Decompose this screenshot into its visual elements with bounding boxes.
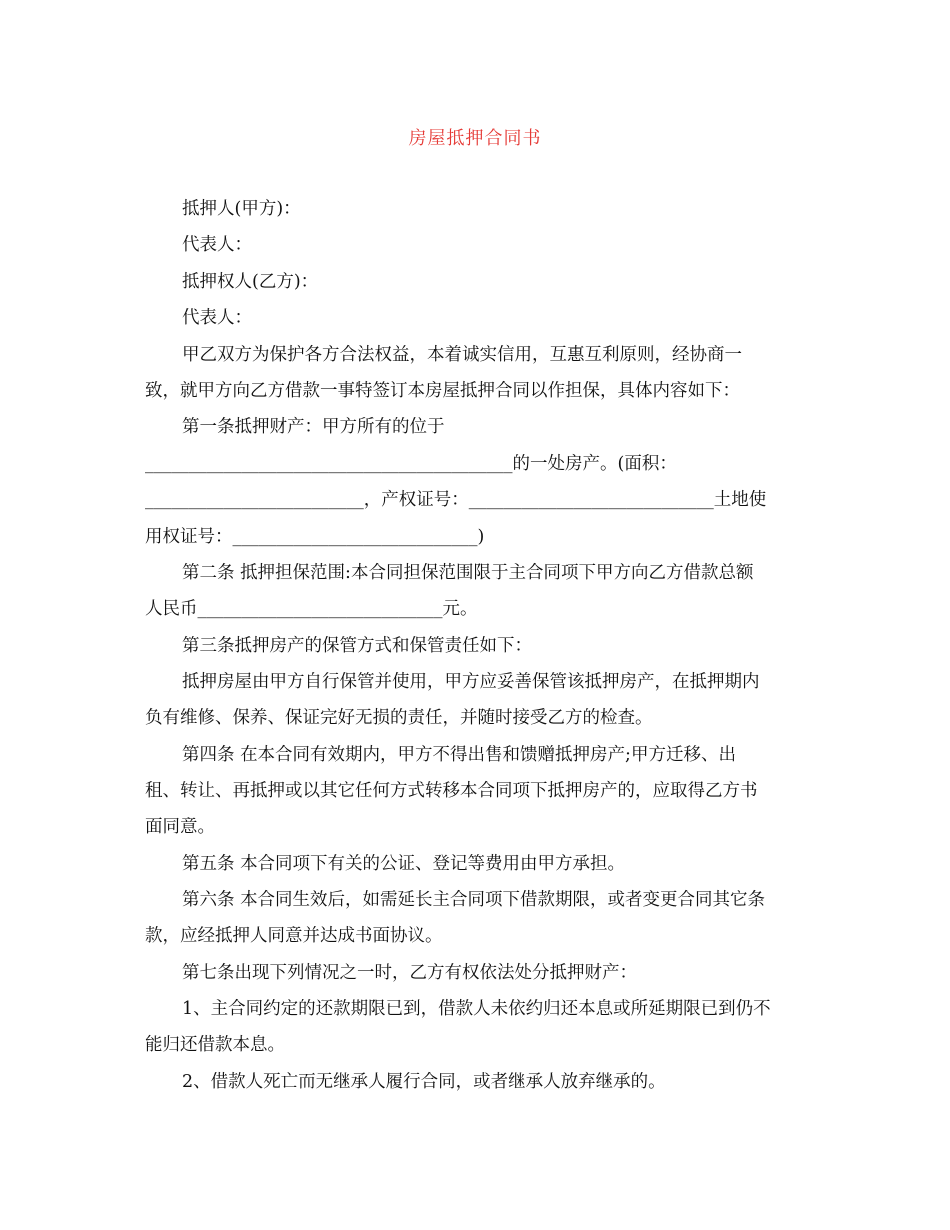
text-line: 第二条 抵押担保范围:本合同担保范围限于主合同项下甲方向乙方借款总额: [182, 563, 754, 583]
text-line: 能归还借款本息。: [145, 1035, 285, 1055]
text-line: _________________________，产权证号：____________________________土地使: [145, 490, 767, 510]
text-line: 抵押人(甲方)：: [182, 199, 301, 219]
text-line: 抵押权人(乙方)：: [182, 272, 319, 292]
text-line: 第五条 本合同项下有关的公证、登记等费用由甲方承担。: [182, 854, 626, 874]
text-line: 第六条 本合同生效后，如需延长主合同项下借款期限，或者变更合同其它条: [182, 890, 766, 910]
text-line: 代表人：: [182, 308, 252, 328]
text-line: __________________________________________的一处房产。(面积：: [145, 454, 677, 474]
text-line: 第三条抵押房产的保管方式和保管责任如下：: [182, 636, 532, 656]
text-line: 租、转让、再抵押或以其它任何方式转移本合同项下抵押房产的，应取得乙方书: [145, 781, 758, 801]
text-line: 甲乙双方为保护各方合法权益，本着诚实信用，互惠互利原则，经协商一: [182, 345, 742, 365]
text-line: 致，就甲方向乙方借款一事特签订本房屋抵押合同以作担保，具体内容如下：: [145, 381, 740, 401]
text-line: 2、借款人死亡而无继承人履行合同，或者继承人放弃继承的。: [182, 1072, 666, 1092]
text-line: 抵押房屋由甲方自行保管并使用，甲方应妥善保管该抵押房产，在抵押期内: [182, 672, 760, 692]
text-line: 第一条抵押财产：甲方所有的位于: [182, 417, 445, 437]
text-line: 用权证号：____________________________): [145, 527, 485, 547]
text-line: 第七条出现下列情况之一时，乙方有权依法处分抵押财产：: [182, 963, 637, 983]
text-line: 代表人：: [182, 235, 252, 255]
text-line: 人民币____________________________元。: [145, 599, 478, 619]
text-line: 负有维修、保养、保证完好无损的责任，并随时接受乙方的检查。: [145, 708, 653, 728]
text-line: 款，应经抵押人同意并达成书面协议。: [145, 926, 443, 946]
text-line: 1、主合同约定的还款期限已到，借款人未依约归还本息或所延期限已到仍不: [182, 999, 771, 1019]
document-title: 房屋抵押合同书: [408, 128, 542, 149]
text-line: 面同意。: [145, 817, 215, 837]
text-line: 第四条 在本合同有效期内，甲方不得出售和馈赠抵押房产;甲方迁移、出: [182, 745, 736, 765]
